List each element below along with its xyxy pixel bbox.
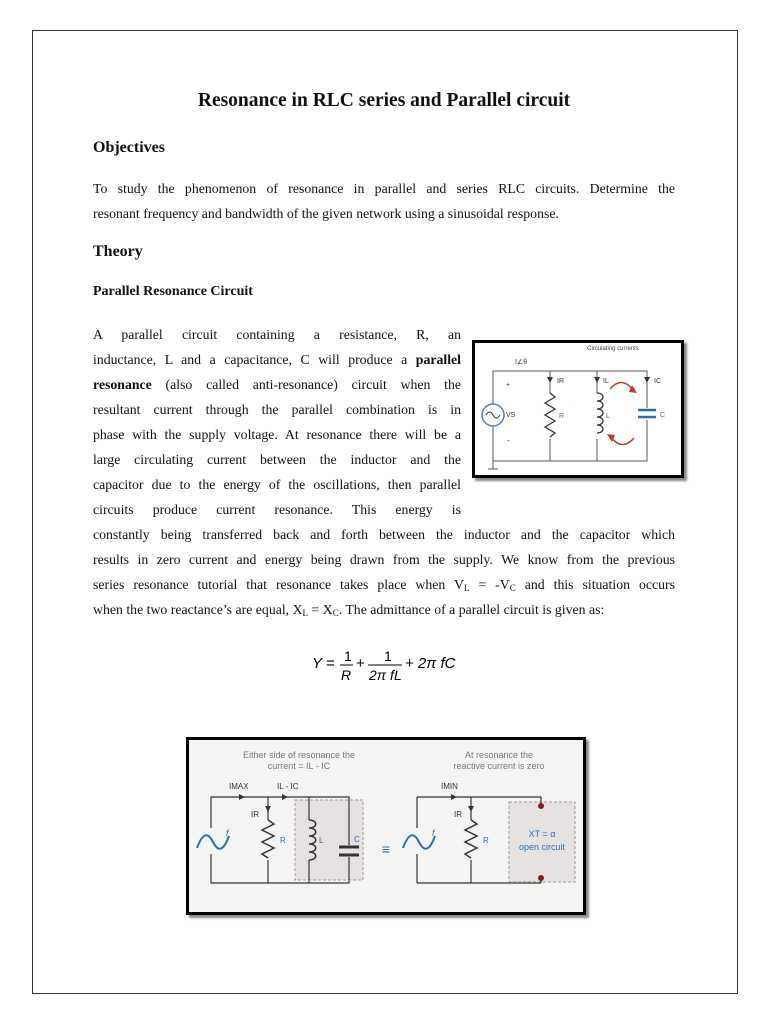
minus-label: - bbox=[507, 436, 510, 445]
theory-line-9: constantly being transferred back and forth between the inductor and the capacitor which bbox=[93, 527, 675, 542]
theory-line-12-a: when the two reactance’s are equal, X bbox=[93, 602, 303, 617]
left-c-label: C bbox=[354, 835, 360, 844]
il-ic-arrow-icon bbox=[282, 794, 288, 800]
resonance-comparison-figure bbox=[186, 737, 586, 915]
theory-line-3 bbox=[93, 372, 461, 397]
theory-line-2 bbox=[93, 347, 461, 372]
sub-xl: L bbox=[302, 608, 309, 618]
right-r-label: R bbox=[483, 836, 489, 845]
theory-heading: Theory bbox=[93, 243, 143, 260]
left-ir-label: IR bbox=[251, 810, 259, 819]
il-ic-label: IL - IC bbox=[277, 782, 299, 791]
formula-den2: 2π fL bbox=[369, 667, 402, 683]
ir-arrow-icon bbox=[547, 377, 553, 383]
bold-parallel: parallel bbox=[415, 352, 461, 367]
theory-line-11-b: = -V bbox=[469, 577, 510, 592]
bold-resonance: resonance bbox=[93, 377, 152, 392]
formula-num1: 1 bbox=[344, 648, 352, 664]
theory-line-3-text: (also called anti-resonance) circuit when the bbox=[165, 377, 461, 392]
sub-l: L bbox=[463, 583, 470, 593]
theory-line-4: resultant current through the parallel combination is in bbox=[93, 402, 461, 417]
circulating-label: Circulating currents bbox=[587, 346, 639, 352]
right-ir-arrow-icon bbox=[468, 806, 474, 812]
imax-label: IMAX bbox=[229, 782, 249, 791]
imax-arrow-icon bbox=[239, 794, 245, 800]
theory-line-12-b: = X bbox=[308, 602, 333, 617]
left-caption-2: current = IL - IC bbox=[267, 761, 331, 771]
sub-xc: C bbox=[332, 608, 339, 618]
vs-label: VS bbox=[506, 412, 516, 419]
supply-current-label: I∠θ bbox=[515, 359, 528, 366]
page-title: Resonance in RLC series and Parallel circuit bbox=[197, 90, 571, 111]
admittance-formula bbox=[300, 640, 480, 690]
theory-line-7: capacitor due to the energy of the oscillations, then parallel bbox=[93, 477, 461, 492]
theory-line-12-c: . The admittance of a parallel circuit is given as: bbox=[338, 602, 605, 617]
il-label: IL bbox=[603, 378, 609, 385]
formula-den1: R bbox=[341, 667, 352, 683]
terminal-top-icon bbox=[538, 803, 544, 809]
right-caption-2: reactive current is zero bbox=[453, 761, 545, 771]
imin-arrow-icon bbox=[451, 794, 457, 800]
resonance-comparison-diagram bbox=[189, 740, 583, 912]
l-label: L bbox=[606, 413, 610, 420]
objectives-line-1: To study the phenomenon of resonance in parallel and series RLC circuits. Determine the bbox=[93, 181, 675, 196]
theory-line-8: circuits produce current resonance. This energy is bbox=[93, 502, 461, 517]
left-caption-1: Either side of resonance the bbox=[242, 750, 356, 760]
plus-label: + bbox=[506, 382, 511, 389]
theory-line-1: A parallel circuit containing a resistance, R, an bbox=[93, 327, 461, 342]
right-f-label: f bbox=[432, 828, 435, 838]
theory-line-11 bbox=[93, 572, 675, 597]
theory-line-6: large circulating current between the inductor and the bbox=[93, 452, 461, 467]
objectives-line-2: resonant frequency and bandwidth of the given network using a sinusoidal response. bbox=[93, 206, 559, 221]
left-r-label: R bbox=[280, 836, 286, 845]
theory-line-12 bbox=[93, 597, 675, 622]
terminal-bottom-icon bbox=[538, 875, 544, 881]
imin-label: IMIN bbox=[441, 782, 458, 791]
r-label: R bbox=[559, 413, 565, 420]
objectives-heading: Objectives bbox=[93, 139, 165, 156]
theory-line-5: phase with the supply voltage. At resonance there will be a bbox=[93, 427, 461, 442]
left-f-label: f bbox=[226, 828, 229, 838]
formula-num2: 1 bbox=[384, 648, 392, 664]
left-l-label: L bbox=[319, 836, 324, 845]
circuit-wires bbox=[493, 371, 647, 461]
ic-label: IC bbox=[654, 378, 661, 385]
ir-label: IR bbox=[557, 378, 564, 385]
theory-line-11-c: and this situation occurs bbox=[515, 577, 675, 592]
theory-line-11-a: series resonance tutorial that resonance takes place when V bbox=[93, 577, 464, 592]
parallel-resonance-heading: Parallel Resonance Circuit bbox=[93, 284, 253, 299]
formula-y: Y bbox=[312, 655, 323, 672]
sub-c: C bbox=[509, 583, 516, 593]
left-ir-arrow-icon bbox=[265, 806, 271, 812]
ic-arrow-icon bbox=[644, 377, 650, 383]
right-ir-label: IR bbox=[454, 810, 462, 819]
il-arrow-icon bbox=[594, 377, 600, 383]
formula-plus2: + 2π fC bbox=[405, 655, 456, 672]
xt-label: XT = α bbox=[528, 829, 556, 839]
parallel-circuit-figure bbox=[472, 340, 684, 478]
formula-plus1: + bbox=[356, 655, 365, 672]
c-label: C bbox=[660, 412, 666, 419]
right-caption-1: At resonance the bbox=[464, 750, 534, 760]
theory-line-10: results in zero current and energy being drawn from the supply. We know from the previous bbox=[93, 552, 675, 567]
open-circuit-label: open circuit bbox=[518, 842, 566, 852]
theory-line-2-text: inductance, L and a capacitance, C will produce a bbox=[93, 352, 408, 367]
parallel-circuit-diagram bbox=[475, 343, 681, 475]
equivalence-symbol: ≡ bbox=[381, 841, 391, 857]
formula-eq: = bbox=[326, 655, 335, 672]
